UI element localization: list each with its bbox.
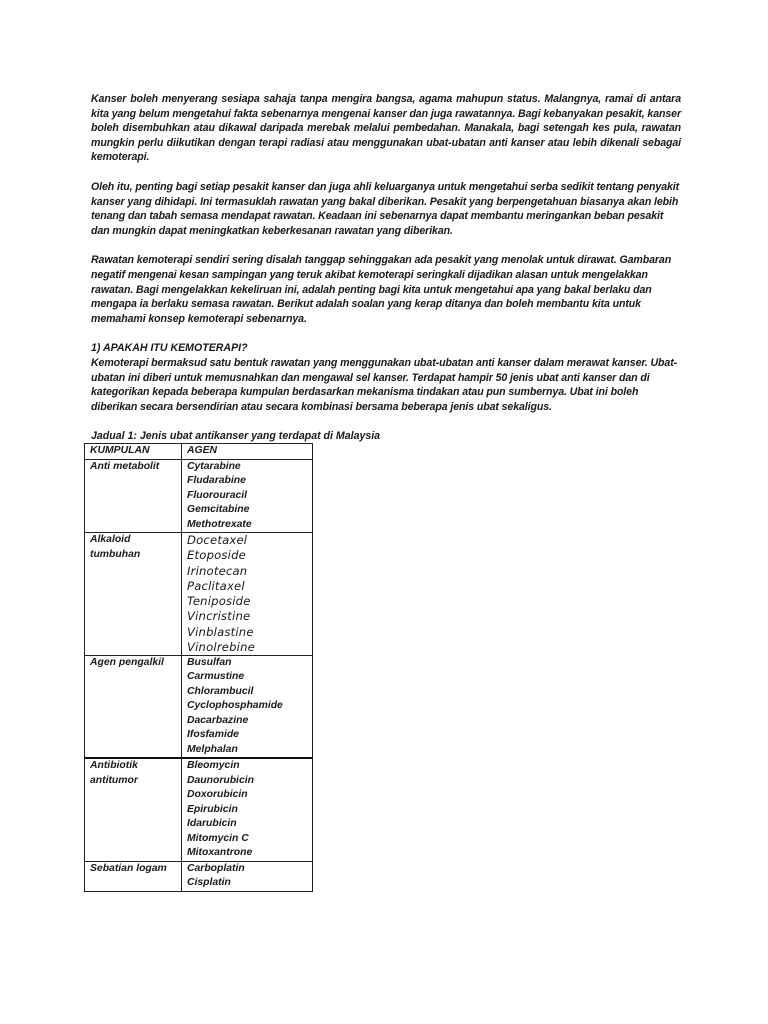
- agent-name: Vinolrebine: [187, 639, 255, 654]
- agent-name: Cyclophosphamide: [187, 700, 283, 712]
- table-caption: Jadual 1: Jenis ubat antikanser yang terdapat di Malaysia: [91, 430, 381, 443]
- agent-list: [182, 758, 313, 861]
- agent-name: Vinblastine: [187, 624, 254, 639]
- agent-name: Bleomycin: [187, 760, 240, 772]
- agent-list: [182, 533, 313, 656]
- agent-name: Busulfan: [187, 656, 232, 668]
- agent-name: Chlorambucil: [187, 685, 254, 697]
- agent-name: Ifosfamide: [187, 729, 239, 741]
- agent-name: Cytarabine: [187, 460, 241, 472]
- agent-name: Teniposide: [187, 594, 251, 609]
- agent-name: Docetaxel: [187, 533, 248, 548]
- agent-list: [182, 655, 313, 758]
- agent-name: Carmustine: [187, 671, 245, 683]
- drug-table: [84, 443, 313, 892]
- table-row: [85, 655, 313, 758]
- group-name: Antibiotik antitumor: [85, 758, 182, 861]
- agent-list: [182, 459, 313, 533]
- misconception-paragraph: Rawatan kemoterapi sendiri sering disalah tanggap sehinggakan ada pesakit yang menolak untuk dirawat. Gambaran negatif mengenai kesan sampingan yang teruk akibat kemoterapi seringkali dijadikan alasan untuk mengelakkan rawatan. Bagi mengelakkan kekeliruan ini, adalah penting bagi kita untuk mengetahui apa yang bakal berlaku dan mengapa ia berlaku semasa rawatan. Berikut adalah soalan yang kerap ditanya dan boleh membantu kita untuk memahami konsep kemoterapi sebenarnya.: [91, 254, 672, 325]
- intro-paragraph: Kanser boleh menyerang sesiapa sahaja tanpa mengira bangsa, agama mahupun status. Malangnya, ramai di antara kita yang belum mengetahui fakta sebenarnya mengenai kanser dan juga rawatannya. Bagi kebanyakan pesakit, kanser boleh disembuhkan atau dikawal daripada merebak melalui pembedahan. Manakala, bagi setengah kes pula, rawatan mungkin perlu diikutikan dengan terapi radiasi atau menggunakan ubat-ubatan anti kanser atau lebih dikenali sebagai kemoterapi.: [91, 93, 681, 164]
- agent-name: Vincristine: [187, 609, 251, 624]
- agent-list: [182, 861, 313, 891]
- group-name: Alkaloid tumbuhan: [85, 533, 182, 656]
- importance-paragraph: Oleh itu, penting bagi setiap pesakit kanser dan juga ahli keluarganya untuk mengetahui serba sedikit tentang penyakit kanser yang dihidapi. Ini termasuklah rawatan yang bakal diberikan. Pesakit yang berpengetahuan biasanya akan lebih tenang dan tabah semasa mendapat rawatan. Keadaan ini sebenarnya dapat membantu meringankan beban pesakit dan mungkin dapat meningkatkan keberkesanan rawatan yang diberikan.: [91, 180, 680, 237]
- table-row: [85, 533, 313, 656]
- group-name: Agen pengalkil: [85, 655, 182, 758]
- agent-name: Carboplatin: [187, 862, 245, 874]
- agent-name: Doxorubicin: [187, 789, 248, 801]
- agent-name: Daunorubicin: [187, 774, 254, 786]
- agent-name: Methotrexate: [187, 518, 252, 530]
- table-header-row: [85, 444, 313, 460]
- agent-name: Gemcitabine: [187, 504, 250, 516]
- table-row: [85, 861, 313, 891]
- agent-name: Dacarbazine: [187, 714, 249, 726]
- header-kumpulan: KUMPULAN: [85, 444, 182, 460]
- agent-name: Etoposide: [187, 548, 246, 563]
- agent-name: Melphalan: [187, 743, 238, 755]
- table-row: [85, 758, 313, 861]
- agent-name: Fluorouracil: [187, 489, 248, 501]
- agent-name: Idarubicin: [187, 818, 237, 830]
- table-row: [85, 459, 313, 533]
- section-heading: 1) APAKAH ITU KEMOTERAPI?: [91, 342, 248, 355]
- agent-name: Paclitaxel: [187, 578, 245, 593]
- group-name: Sebatian logam: [85, 861, 182, 891]
- agent-name: Mitoxantrone: [187, 847, 253, 859]
- agent-name: Fludarabine: [187, 475, 246, 487]
- section-body: Kemoterapi bermaksud satu bentuk rawatan yang menggunakan ubat-ubatan anti kanser dalam merawat kanser. Ubat-ubatan ini diberi untuk memusnahkan dan mengawal sel kanser. Terdapat hampir 50 jenis ubat anti kanser dan di kategorikan kepada beberapa kumpulan berdasarkan mekanisma tindakan atau pun sumbernya. Ubat ini boleh diberikan secara bersendirian atau secara kombinasi bersama beberapa jenis ubat sekaligus.: [91, 356, 678, 413]
- agent-name: Irinotecan: [187, 563, 248, 578]
- agent-name: Cisplatin: [187, 877, 231, 889]
- document-page: [91, 92, 681, 892]
- header-agen: AGEN: [182, 444, 313, 460]
- agent-name: Mitomycin C: [187, 832, 249, 844]
- group-name: Anti metabolit: [85, 459, 182, 533]
- agent-name: Epirubicin: [187, 803, 238, 815]
